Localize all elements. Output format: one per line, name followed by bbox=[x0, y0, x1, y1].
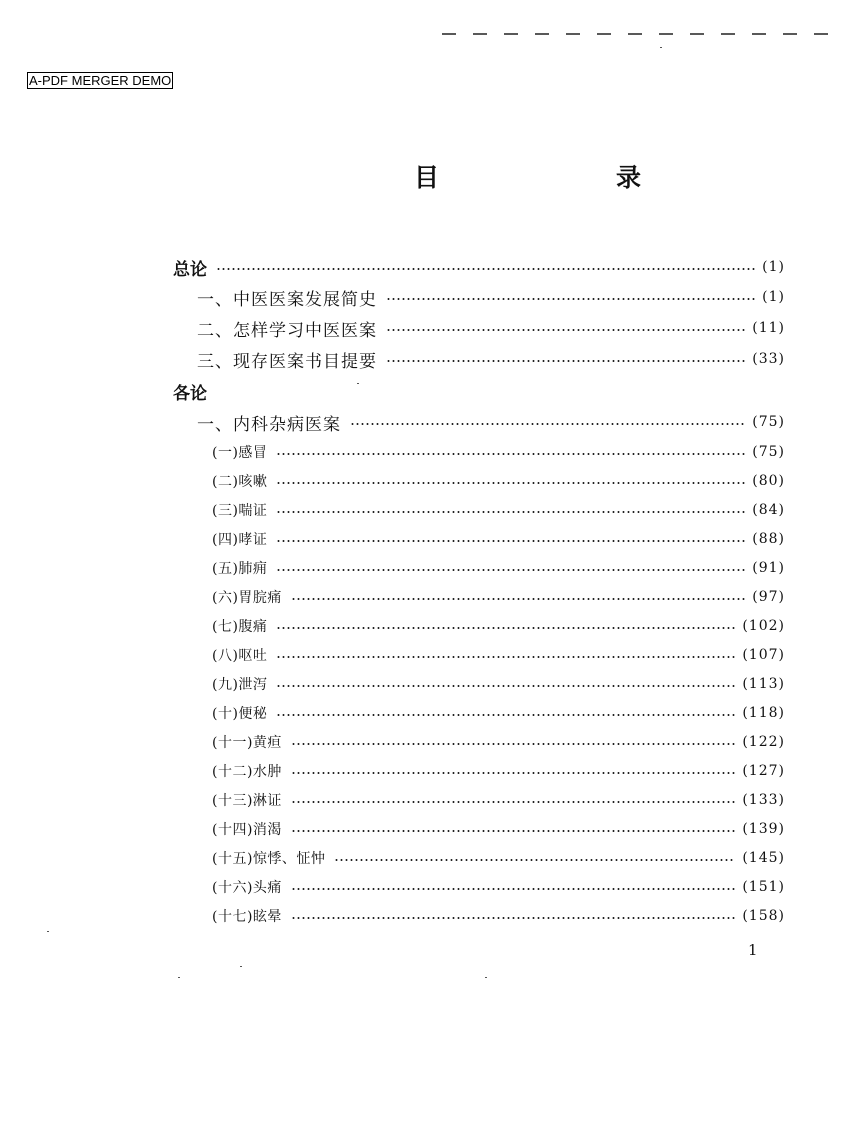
dot-leader bbox=[291, 743, 735, 745]
toc-entry-page: (1) bbox=[762, 289, 785, 305]
scan-speck bbox=[357, 383, 359, 384]
toc-section-general[interactable] bbox=[173, 253, 785, 281]
page-number: 1 bbox=[748, 941, 758, 959]
scan-speck bbox=[47, 931, 49, 932]
toc-entry-page: (11) bbox=[752, 320, 785, 336]
toc-entry-title: (八)呕吐 bbox=[212, 648, 268, 664]
dot-leader bbox=[386, 329, 745, 331]
toc-subentry[interactable] bbox=[212, 786, 785, 814]
dot-leader bbox=[276, 482, 745, 484]
watermark-stamp: A-PDF MERGER DEMO bbox=[29, 73, 172, 88]
toc-entry-page: (97) bbox=[752, 589, 785, 605]
toc-subentry[interactable] bbox=[212, 670, 785, 698]
toc-entry-title: 各论 bbox=[173, 383, 207, 404]
toc-entry-page: (84) bbox=[752, 502, 785, 518]
toc-entry-title: (十一)黄疸 bbox=[212, 735, 282, 751]
scan-speck bbox=[240, 966, 242, 967]
dot-leader bbox=[386, 360, 745, 362]
dot-leader bbox=[276, 453, 745, 455]
dot-leader bbox=[291, 917, 735, 919]
dot-leader bbox=[276, 569, 745, 571]
toc-subentry[interactable] bbox=[212, 844, 785, 872]
dot-leader bbox=[291, 830, 735, 832]
toc-entry[interactable] bbox=[197, 345, 785, 373]
toc-entry-page: (158) bbox=[742, 908, 785, 924]
toc-entry-page: (88) bbox=[752, 531, 785, 547]
page-title: 目 录 bbox=[414, 163, 718, 192]
toc-entry-title: (十六)头痛 bbox=[212, 880, 282, 896]
toc-entry-page: (80) bbox=[752, 473, 785, 489]
toc-entry-title: (十七)眩晕 bbox=[212, 909, 282, 925]
toc-entry-title: (五)肺痈 bbox=[212, 561, 268, 577]
toc-entry-title: (十四)消渴 bbox=[212, 822, 282, 838]
toc-entry-page: (1) bbox=[762, 259, 785, 275]
toc-entry-title: (九)泄泻 bbox=[212, 677, 268, 693]
dot-leader bbox=[216, 268, 755, 270]
toc-entry-title: 总论 bbox=[173, 259, 207, 280]
dot-leader bbox=[276, 627, 735, 629]
toc-entry-title: (一)感冒 bbox=[212, 445, 268, 461]
toc-entry-page: (75) bbox=[752, 414, 785, 430]
scan-speck bbox=[178, 977, 180, 978]
toc-entry-title: (七)腹痛 bbox=[212, 619, 268, 635]
toc-entry-page: (139) bbox=[742, 821, 785, 837]
toc-entry-page: (118) bbox=[742, 705, 785, 721]
toc-entry-page: (33) bbox=[752, 351, 785, 367]
toc-subentry[interactable] bbox=[212, 757, 785, 785]
toc-entry-title: (十二)水肿 bbox=[212, 764, 282, 780]
toc-entry-page: (151) bbox=[742, 879, 785, 895]
toc-entry-page: (102) bbox=[742, 618, 785, 634]
toc-subentry[interactable] bbox=[212, 728, 785, 756]
toc-section-specific[interactable] bbox=[173, 377, 785, 405]
toc-entry-page: (107) bbox=[742, 647, 785, 663]
toc-subentry[interactable] bbox=[212, 641, 785, 669]
toc-entry-title: (十)便秘 bbox=[212, 706, 268, 722]
dot-leader bbox=[276, 511, 745, 513]
toc-entry-title: 三、现存医案书目提要 bbox=[197, 351, 377, 372]
toc-entry[interactable] bbox=[197, 283, 785, 311]
toc-entry-page: (133) bbox=[742, 792, 785, 808]
toc-entry-title: 二、怎样学习中医医案 bbox=[197, 320, 377, 341]
dot-leader bbox=[386, 298, 755, 300]
toc-subentry[interactable] bbox=[212, 554, 785, 582]
toc-subentry[interactable] bbox=[212, 525, 785, 553]
toc-subentry[interactable] bbox=[212, 438, 785, 466]
toc-entry-title: (六)胃脘痛 bbox=[212, 590, 282, 606]
toc-entry-title: 一、内科杂病医案 bbox=[197, 414, 341, 435]
toc-subentry[interactable] bbox=[212, 815, 785, 843]
scan-speck bbox=[485, 977, 487, 978]
toc-subentry[interactable] bbox=[212, 612, 785, 640]
toc-entry-page: (91) bbox=[752, 560, 785, 576]
dot-leader bbox=[276, 540, 745, 542]
toc-entry-page: (122) bbox=[742, 734, 785, 750]
toc-subentry[interactable] bbox=[212, 699, 785, 727]
toc-entry-title: (十五)惊悸、怔忡 bbox=[212, 851, 326, 867]
toc-subentry[interactable] bbox=[212, 583, 785, 611]
toc-entry-title: (四)哮证 bbox=[212, 532, 268, 548]
toc-subentry[interactable] bbox=[212, 902, 785, 930]
dot-leader bbox=[276, 685, 735, 687]
toc-subentry[interactable] bbox=[212, 496, 785, 524]
dot-leader bbox=[291, 598, 745, 600]
toc-entry-title: (三)喘证 bbox=[212, 503, 268, 519]
toc-entry-title: (二)咳嗽 bbox=[212, 474, 268, 490]
dot-leader bbox=[276, 656, 735, 658]
toc-subentry[interactable] bbox=[212, 873, 785, 901]
dot-leader bbox=[350, 423, 745, 425]
toc-subentry[interactable] bbox=[212, 467, 785, 495]
toc-entry[interactable] bbox=[197, 314, 785, 342]
toc-entry-page: (113) bbox=[742, 676, 785, 692]
dot-leader bbox=[291, 888, 735, 890]
scan-dash-line bbox=[440, 12, 840, 42]
toc-entry-title: 一、中医医案发展简史 bbox=[197, 289, 377, 310]
dot-leader bbox=[291, 772, 735, 774]
toc-entry-page: (145) bbox=[742, 850, 785, 866]
dot-leader bbox=[334, 859, 735, 861]
dot-leader bbox=[276, 714, 735, 716]
dot-leader bbox=[291, 801, 735, 803]
toc-entry[interactable] bbox=[197, 408, 785, 436]
toc-entry-title: (十三)淋证 bbox=[212, 793, 282, 809]
scan-speck bbox=[660, 47, 662, 48]
toc-entry-page: (127) bbox=[742, 763, 785, 779]
toc-entry-page: (75) bbox=[752, 444, 785, 460]
